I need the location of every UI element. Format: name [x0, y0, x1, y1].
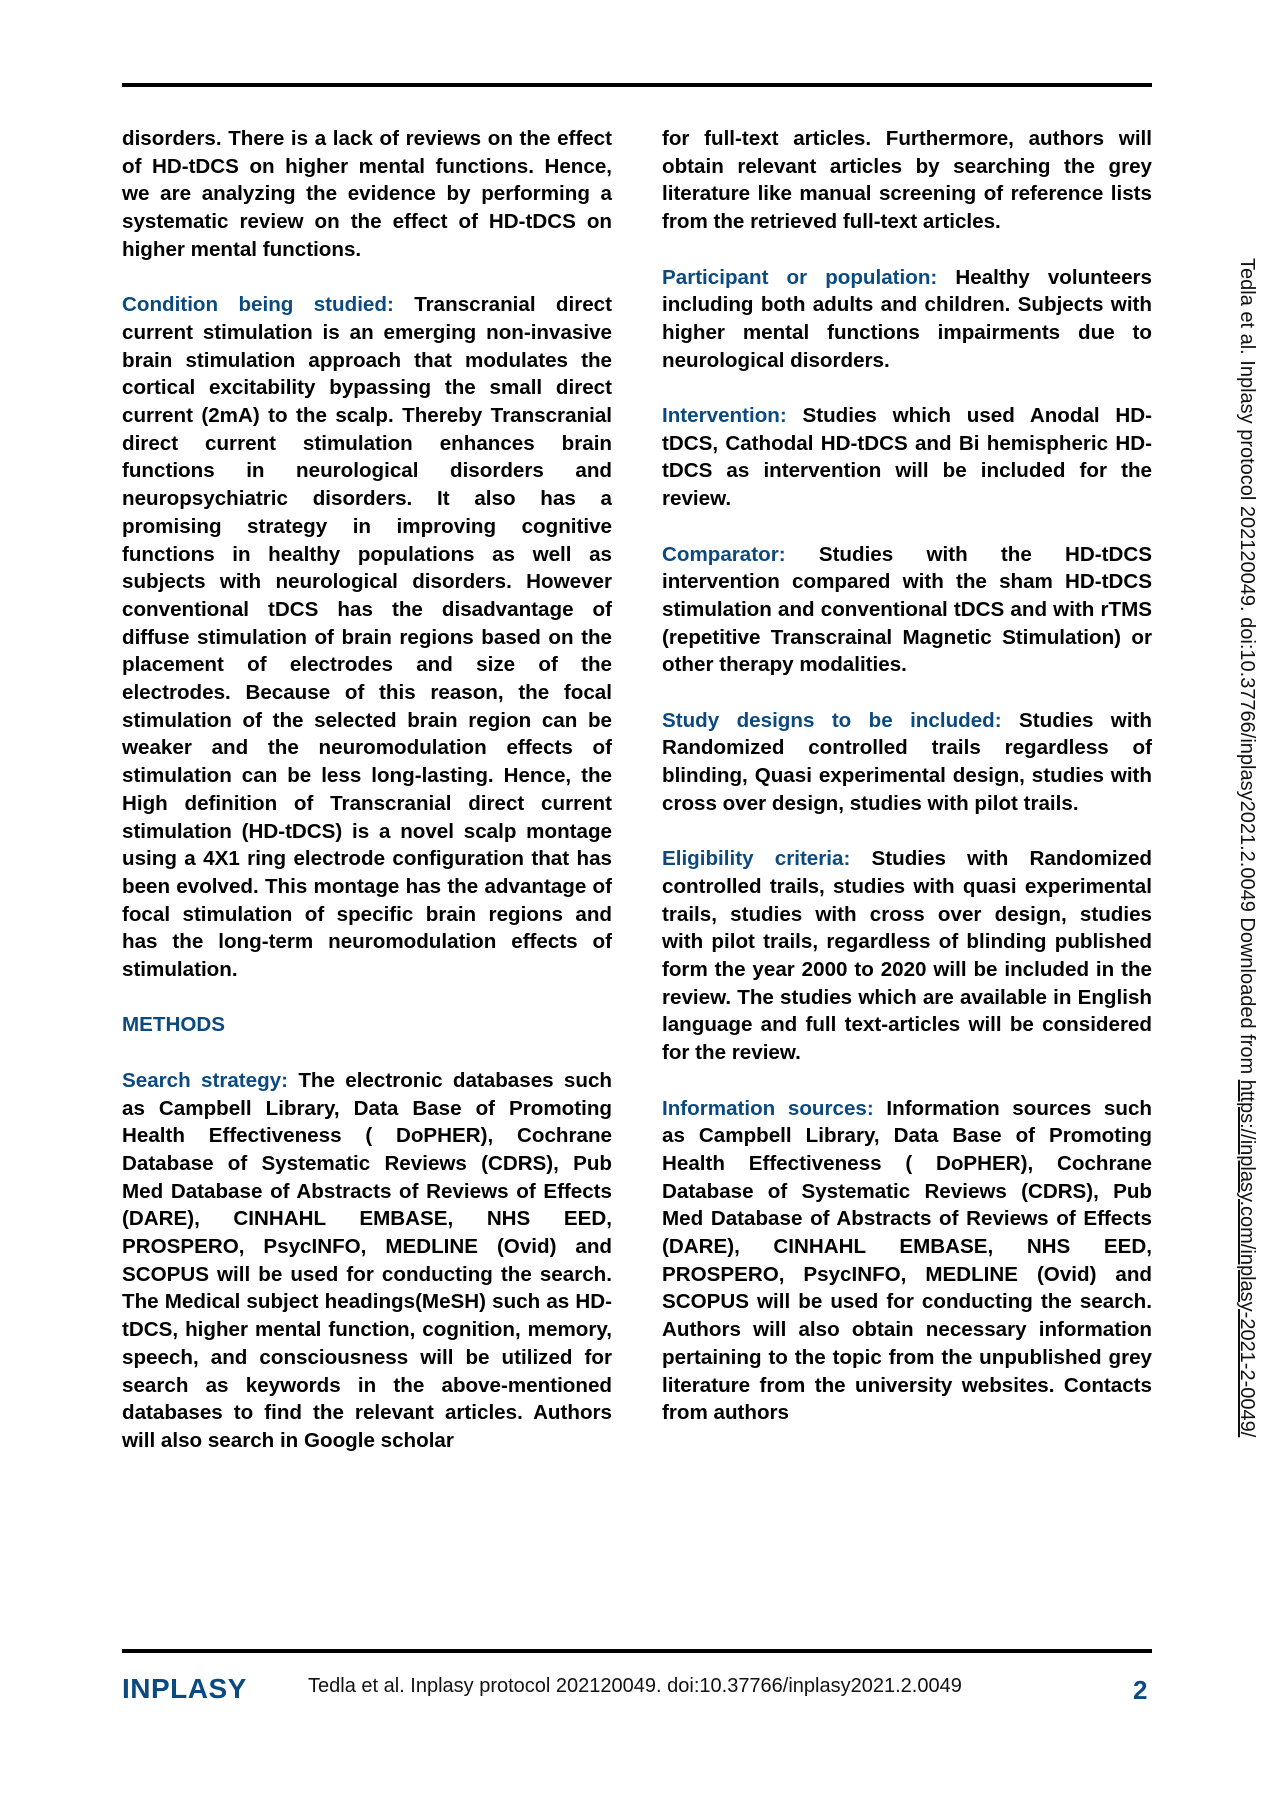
methods-heading: METHODS [122, 1013, 225, 1037]
right-column [662, 125, 1152, 1427]
search-strategy-heading: Search strategy: [122, 1068, 288, 1092]
continued-paragraph: for full-text articles. Furthermore, authors will obtain relevant articles by searching the grey literature like manual screening of reference lists from the retrieved full-text articles. [662, 127, 1152, 234]
download-notice-label: Tedla et al. Inplasy protocol 202120049. doi:10.37766/inplasy2021.2.0049 Downloaded from [1236, 258, 1258, 1080]
intervention-text: Studies which used Anodal HD-tDCS, Cathodal HD-tDCS and Bi hemispheric HD-tDCS as intervention will be included for the review. [662, 404, 1152, 511]
download-notice-text [1235, 258, 1258, 1437]
eligibility-heading: Eligibility criteria: [662, 847, 851, 871]
information-sources-section [662, 1095, 1152, 1427]
vertical-download-notice [1230, 258, 1260, 1618]
left-column [122, 125, 612, 1455]
intervention-heading: Intervention: [662, 404, 787, 427]
footer-citation: Tedla et al. Inplasy protocol 202120049. doi:10.37766/inplasy2021.2.0049 [308, 1675, 962, 1697]
footer-rule [122, 1649, 1152, 1653]
study-designs-text: Studies with Randomized controlled trails regardless of blinding, Quasi experimental design, studies with cross over design, studies with pilot trails. [662, 708, 1152, 815]
intro-paragraph: disorders. There is a lack of reviews on the effect of HD-tDCS on higher mental functions. Hence, we are analyzing the evidence by performing a systematic review on the effect of HD-tDCS on higher mental functions. [122, 127, 612, 261]
condition-text: Transcranial direct current stimulation is an emerging non-invasive brain stimulation approach that modulates the cortical excitability bypassing the small direct current (2mA) to the scalp. Thereby Transcranial direct current stimulation enhances brain functions in neurological disorders and neuropsychiatric disorders. It also has a promising strategy in improving cognitive functions in healthy populations as well as subjects with neurological disorders. However conventional tDCS has the disadvantage of diffuse stimulation of brain regions based on the placement of electrodes and size of the electrodes. Because of this reason, the focal stimulation of the selected brain region can be weaker and the neuromodulation effects of stimulation can be less long-lasting. Hence, the High definition of Transcranial direct current stimulation (HD-tDCS) is a novel scalp montage using a 4X1 ring electrode configuration that has been evolved. This montage has the advantage of focal stimulation of specific brain regions and has the long-term neuromodulation effects of stimulation. [122, 293, 612, 982]
study-designs-heading: Study designs to be included: [662, 708, 1002, 732]
page-number: 2 [1133, 1675, 1148, 1705]
header-rule [122, 83, 1152, 87]
condition-section [122, 291, 612, 984]
comparator-section [662, 541, 1152, 680]
search-strategy-section [122, 1067, 612, 1455]
information-sources-text: Information sources such as Campbell Library, Data Base of Promoting Health Effectiveness ( DoPHER), Cochrane Database of Systematic Reviews (CDRS), Pub Med Database of Abstracts of Reviews of Effects (DARE), CINHAHL EMBASE, NHS EED, PROSPERO, PsycINFO, MEDLINE (Ovid) and SCOPUS will be used for conducting the search. Authors will also obtain necessary information pertaining to the topic from the unpublished grey literature from the university websites. Contacts from authors [662, 1096, 1152, 1425]
comparator-text: Studies with the HD-tDCS intervention compared with the sham HD-tDCS stimulation and conventional tDCS and with rTMS (repetitive Transcrainal Magnetic Stimulation) or other therapy modalities. [662, 542, 1152, 677]
information-sources-heading: Information sources: [662, 1096, 874, 1120]
intervention-section [662, 402, 1152, 513]
footer-brand-logo: INPLASY [122, 1673, 247, 1704]
eligibility-section [662, 845, 1152, 1067]
inplasy-link[interactable]: https://inplasy.com/inplasy-2021-2-0049/ [1236, 1079, 1258, 1438]
condition-heading: Condition being studied: [122, 293, 394, 317]
comparator-heading: Comparator: [662, 542, 786, 566]
eligibility-text: Studies with Randomized controlled trails, studies with quasi experimental trails, studies with cross over design, studies with pilot trails, regardless of blinding published form the year 2000 to 2020 will be included in the review. The studies which are available in English language and full text-articles will be considered for the review. [662, 847, 1152, 1065]
participant-section [662, 264, 1152, 375]
study-designs-section [662, 707, 1152, 818]
search-strategy-text: The electronic databases such as Campbell Library, Data Base of Promoting Health Effectiveness ( DoPHER), Cochrane Database of Systematic Reviews (CDRS), Pub Med Database of Abstracts of Reviews of Effects (DARE), CINHAHL EMBASE, NHS EED, PROSPERO, PsycINFO, MEDLINE (Ovid) and SCOPUS will be used for conducting the search. The Medical subject headings(MeSH) such as HD-tDCS, higher mental function, cognition, memory, speech, and consciousness will be utilized for search as keywords in the above-mentioned databases to find the relevant articles. Authors will also search in Google scholar [122, 1068, 612, 1452]
participant-heading: Participant or population: [662, 265, 938, 289]
participant-text: Healthy volunteers including both adults and children. Subjects with higher mental functions impairments due to neurological disorders. [662, 265, 1152, 372]
